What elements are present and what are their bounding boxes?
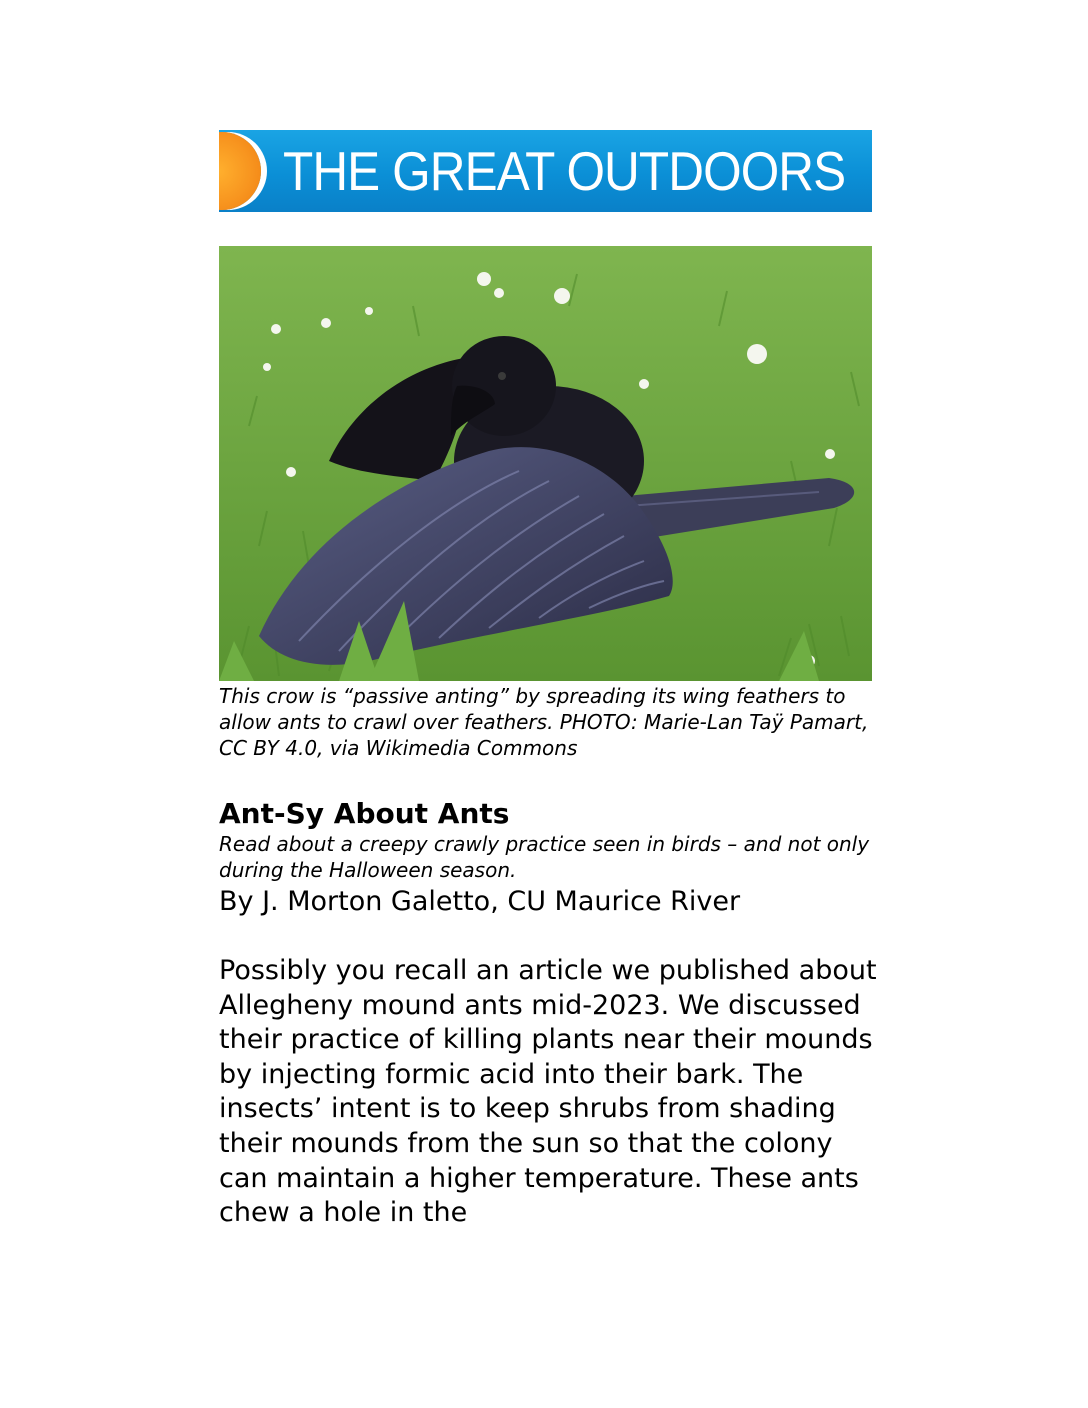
banner-title: THE GREAT OUTDOORS — [283, 140, 846, 202]
article-deck: Read about a creepy crawly practice seen in birds – and not only during the Halloween season. — [219, 832, 870, 882]
article-body: Possibly you recall an article we published about Allegheny mound ants mid-2023. We discussed their practice of killing plants near their mounds by injecting formic acid into their bark. The insects’ intent is to keep shrubs from shading their mounds from the sun so that the colony can maintain a higher temperature. These ants chew a hole in the — [219, 955, 877, 1229]
page-column — [219, 130, 877, 1231]
section-banner — [219, 130, 872, 212]
photo-caption: This crow is “passive anting” by spreading its wing feathers to allow ants to crawl over feathers. PHOTO: Marie-Lan Taÿ Pamart, CC BY 4.0, via Wikimedia Commons — [219, 684, 869, 760]
sun-logo-icon — [219, 132, 261, 210]
article-byline: By J. Morton Galetto, CU Maurice River — [219, 886, 741, 917]
crow-photo — [219, 246, 872, 681]
crow-illustration — [219, 246, 872, 681]
article-headline: Ant-Sy About Ants — [219, 797, 510, 830]
